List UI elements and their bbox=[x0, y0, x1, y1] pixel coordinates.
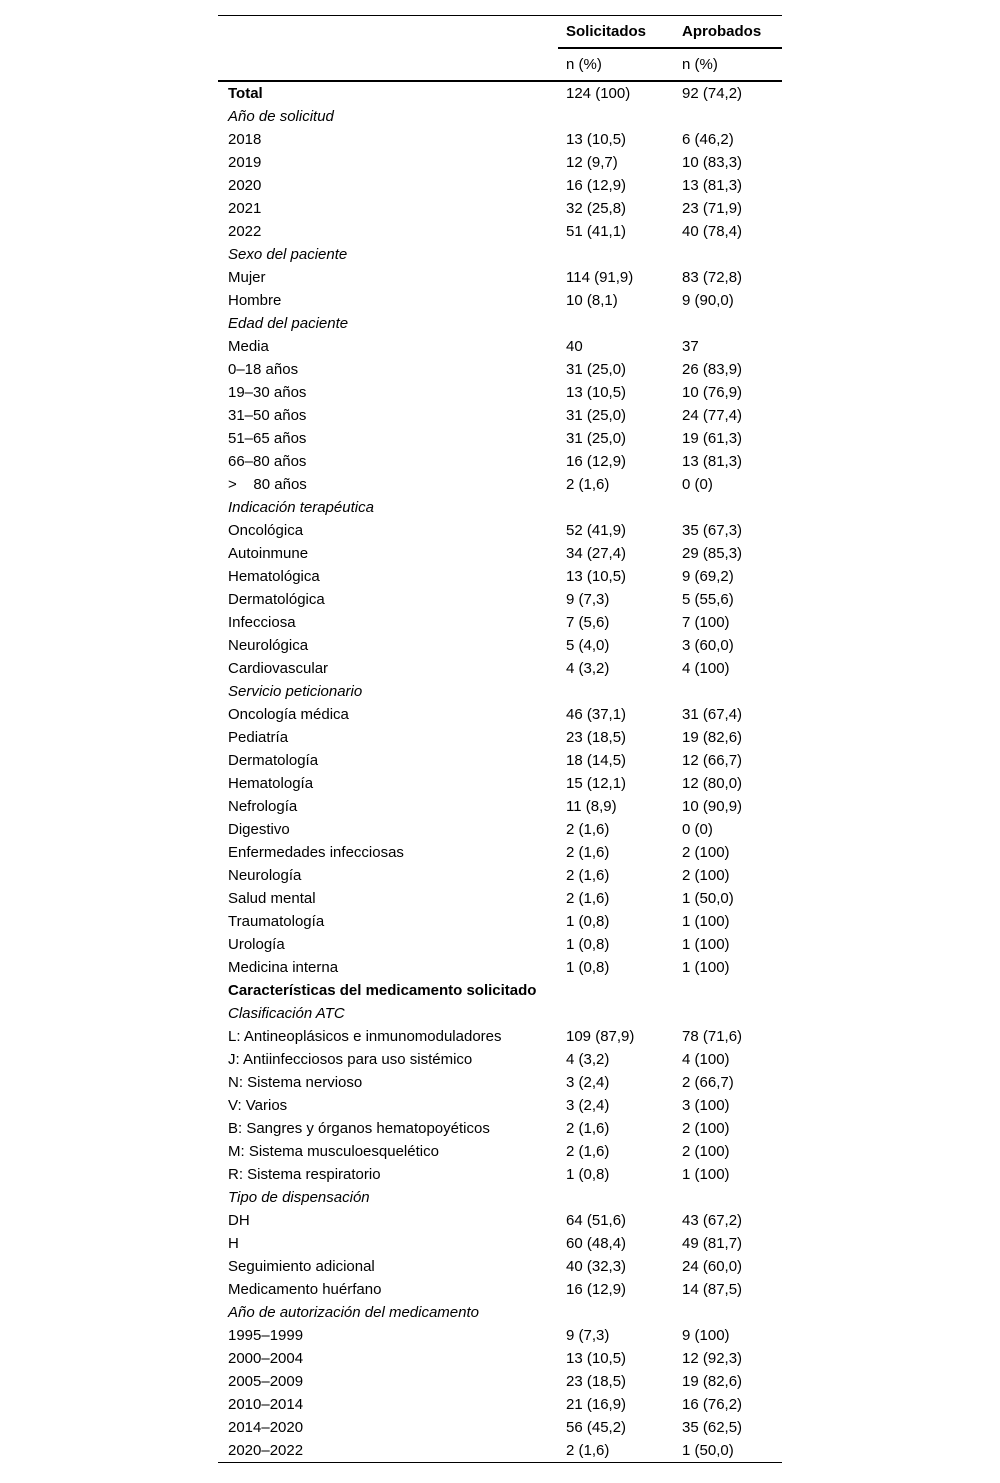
table-row bbox=[218, 1140, 782, 1163]
table-row bbox=[218, 634, 782, 657]
row-label: Enfermedades infecciosas bbox=[228, 844, 404, 861]
aprobados-cell: 12 (66,7) bbox=[682, 752, 743, 769]
aprobados-cell: 0 (0) bbox=[682, 476, 713, 493]
aprobados-cell: 49 (81,7) bbox=[682, 1235, 743, 1252]
solicitados-cell: 109 (87,9) bbox=[566, 1028, 635, 1045]
header-empty bbox=[218, 16, 558, 49]
aprobados-cell bbox=[674, 105, 782, 128]
table-row bbox=[218, 542, 782, 565]
aprobados-cell: 92 (74,2) bbox=[682, 85, 743, 102]
aprobados-cell: 24 (60,0) bbox=[682, 1258, 743, 1275]
solicitados-cell: 40 (32,3) bbox=[566, 1258, 627, 1275]
row-label: Pediatría bbox=[228, 729, 289, 746]
solicitados-cell: 10 (8,1) bbox=[566, 292, 618, 309]
aprobados-cell: 13 (81,3) bbox=[682, 453, 743, 470]
solicitados-cell bbox=[558, 1301, 674, 1324]
table-row bbox=[218, 128, 782, 151]
table-row bbox=[218, 1094, 782, 1117]
section-header-row bbox=[218, 1002, 782, 1025]
aprobados-cell: 1 (50,0) bbox=[682, 1442, 734, 1459]
section-header-row bbox=[218, 312, 782, 335]
aprobados-cell: 10 (83,3) bbox=[682, 154, 743, 171]
solicitados-cell: 16 (12,9) bbox=[566, 453, 627, 470]
table-row bbox=[218, 1255, 782, 1278]
table-row bbox=[218, 887, 782, 910]
table-row bbox=[218, 726, 782, 749]
row-label: Hematológica bbox=[228, 568, 320, 585]
solicitados-cell: 4 (3,2) bbox=[566, 1051, 610, 1068]
table-row bbox=[218, 1439, 782, 1463]
solicitados-cell: 9 (7,3) bbox=[566, 591, 610, 608]
aprobados-cell: 29 (85,3) bbox=[682, 545, 743, 562]
table-row bbox=[218, 427, 782, 450]
row-label: Edad del paciente bbox=[228, 315, 349, 332]
aprobados-cell: 2 (100) bbox=[682, 844, 730, 861]
solicitados-cell: 2 (1,6) bbox=[566, 867, 610, 884]
row-label: Urología bbox=[228, 936, 285, 953]
aprobados-cell bbox=[674, 496, 782, 519]
row-label: Traumatología bbox=[228, 913, 325, 930]
aprobados-cell: 4 (100) bbox=[682, 1051, 730, 1068]
solicitados-cell: 13 (10,5) bbox=[566, 384, 627, 401]
table-row bbox=[218, 81, 782, 105]
aprobados-cell: 1 (100) bbox=[682, 959, 730, 976]
table-row bbox=[218, 1324, 782, 1347]
aprobados-cell: 23 (71,9) bbox=[682, 200, 743, 217]
solicitados-cell: 2 (1,6) bbox=[566, 821, 610, 838]
aprobados-cell: 1 (100) bbox=[682, 913, 730, 930]
table-row bbox=[218, 519, 782, 542]
row-label: 0–18 años bbox=[228, 361, 299, 378]
solicitados-cell: 21 (16,9) bbox=[566, 1396, 627, 1413]
row-label: Salud mental bbox=[228, 890, 316, 907]
aprobados-cell: 19 (61,3) bbox=[682, 430, 743, 447]
row-label: Dermatología bbox=[228, 752, 319, 769]
row-label: L: Antineoplásicos e inmunomoduladores bbox=[228, 1028, 502, 1045]
solicitados-cell: 23 (18,5) bbox=[566, 729, 627, 746]
section-header-row bbox=[218, 1186, 782, 1209]
section-header-row bbox=[218, 1301, 782, 1324]
aprobados-cell: 9 (100) bbox=[682, 1327, 730, 1344]
header-solicitados: Solicitados bbox=[558, 16, 674, 49]
solicitados-cell: 13 (10,5) bbox=[566, 568, 627, 585]
table-row bbox=[218, 473, 782, 496]
row-label: J: Antiinfecciosos para uso sistémico bbox=[228, 1051, 473, 1068]
row-label: Oncológica bbox=[228, 522, 304, 539]
table-row bbox=[218, 151, 782, 174]
aprobados-cell: 2 (100) bbox=[682, 1120, 730, 1137]
row-label: Cardiovascular bbox=[228, 660, 329, 677]
solicitados-cell: 52 (41,9) bbox=[566, 522, 627, 539]
solicitados-cell: 1 (0,8) bbox=[566, 959, 610, 976]
aprobados-cell: 2 (66,7) bbox=[682, 1074, 734, 1091]
table-row bbox=[218, 335, 782, 358]
table-row bbox=[218, 289, 782, 312]
row-label: Mujer bbox=[228, 269, 266, 286]
solicitados-cell: 2 (1,6) bbox=[566, 1143, 610, 1160]
solicitados-cell: 2 (1,6) bbox=[566, 1442, 610, 1459]
row-label: Oncología médica bbox=[228, 706, 349, 723]
header-row bbox=[218, 16, 782, 49]
row-label: H bbox=[228, 1235, 239, 1252]
table-row bbox=[218, 174, 782, 197]
row-label: 2022 bbox=[228, 223, 262, 240]
row-label: 51–65 años bbox=[228, 430, 307, 447]
solicitados-cell: 11 (8,9) bbox=[566, 798, 617, 815]
solicitados-cell: 2 (1,6) bbox=[566, 890, 610, 907]
row-label: Sexo del paciente bbox=[228, 246, 348, 263]
row-label: M: Sistema musculoesquelético bbox=[228, 1143, 439, 1160]
table-row bbox=[218, 956, 782, 979]
solicitados-cell: 9 (7,3) bbox=[566, 1327, 610, 1344]
table-row bbox=[218, 565, 782, 588]
row-label: Autoinmune bbox=[228, 545, 309, 562]
solicitados-cell: 31 (25,0) bbox=[566, 407, 627, 424]
section-header-row bbox=[218, 105, 782, 128]
row-label: Nefrología bbox=[228, 798, 298, 815]
row-label: Servicio peticionario bbox=[228, 683, 363, 700]
subheader-empty bbox=[218, 48, 558, 81]
solicitados-cell bbox=[558, 680, 674, 703]
solicitados-cell: 46 (37,1) bbox=[566, 706, 627, 723]
table-row bbox=[218, 1370, 782, 1393]
table-row bbox=[218, 220, 782, 243]
solicitados-cell: 114 (91,9) bbox=[566, 269, 634, 286]
solicitados-cell: 4 (3,2) bbox=[566, 660, 610, 677]
row-label: Año de autorización del medicamento bbox=[228, 1304, 479, 1321]
results-table bbox=[218, 15, 782, 1463]
aprobados-cell: 10 (76,9) bbox=[682, 384, 743, 401]
solicitados-cell bbox=[558, 1186, 674, 1209]
solicitados-cell: 12 (9,7) bbox=[566, 154, 618, 171]
row-label: 2020–2022 bbox=[228, 1442, 304, 1459]
solicitados-cell: 56 (45,2) bbox=[566, 1419, 627, 1436]
solicitados-cell: 3 (2,4) bbox=[566, 1097, 610, 1114]
table-row bbox=[218, 1117, 782, 1140]
solicitados-cell: 3 (2,4) bbox=[566, 1074, 610, 1091]
aprobados-cell: 12 (92,3) bbox=[682, 1350, 743, 1367]
subheader-aprobados: n (%) bbox=[674, 48, 782, 81]
aprobados-cell: 4 (100) bbox=[682, 660, 730, 677]
solicitados-cell: 18 (14,5) bbox=[566, 752, 627, 769]
aprobados-cell: 83 (72,8) bbox=[682, 269, 743, 286]
table-row bbox=[218, 266, 782, 289]
table-row bbox=[218, 1025, 782, 1048]
row-label: 2014–2020 bbox=[228, 1419, 304, 1436]
row-label: 66–80 años bbox=[228, 453, 307, 470]
table-row bbox=[218, 1347, 782, 1370]
aprobados-cell bbox=[674, 979, 782, 1002]
subheader-row bbox=[218, 48, 782, 81]
aprobados-cell: 12 (80,0) bbox=[682, 775, 743, 792]
aprobados-cell: 35 (67,3) bbox=[682, 522, 743, 539]
aprobados-cell: 6 (46,2) bbox=[682, 131, 734, 148]
table-row bbox=[218, 588, 782, 611]
table-row bbox=[218, 1209, 782, 1232]
aprobados-cell bbox=[674, 1186, 782, 1209]
row-label: Tipo de dispensación bbox=[228, 1189, 370, 1206]
row-label: V: Varios bbox=[228, 1097, 288, 1114]
aprobados-cell: 78 (71,6) bbox=[682, 1028, 743, 1045]
solicitados-cell: 1 (0,8) bbox=[566, 936, 610, 953]
solicitados-cell bbox=[558, 1002, 674, 1025]
aprobados-cell: 35 (62,5) bbox=[682, 1419, 743, 1436]
solicitados-cell: 2 (1,6) bbox=[566, 1120, 610, 1137]
row-label: 1995–1999 bbox=[228, 1327, 304, 1344]
aprobados-cell: 9 (69,2) bbox=[682, 568, 734, 585]
solicitados-cell: 64 (51,6) bbox=[566, 1212, 627, 1229]
table-row bbox=[218, 818, 782, 841]
row-label: 19–30 años bbox=[228, 384, 307, 401]
table-row bbox=[218, 1048, 782, 1071]
solicitados-cell: 51 (41,1) bbox=[566, 223, 627, 240]
aprobados-cell: 1 (100) bbox=[682, 1166, 730, 1183]
row-label: Seguimiento adicional bbox=[228, 1258, 375, 1275]
solicitados-cell: 34 (27,4) bbox=[566, 545, 627, 562]
row-label: 31–50 años bbox=[228, 407, 307, 424]
solicitados-cell: 23 (18,5) bbox=[566, 1373, 627, 1390]
aprobados-cell: 24 (77,4) bbox=[682, 407, 743, 424]
solicitados-cell: 13 (10,5) bbox=[566, 1350, 627, 1367]
row-label: Neurología bbox=[228, 867, 302, 884]
solicitados-cell: 2 (1,6) bbox=[566, 476, 610, 493]
aprobados-cell bbox=[674, 312, 782, 335]
row-label: Características del medicamento solicitado bbox=[228, 982, 537, 999]
aprobados-cell: 43 (67,2) bbox=[682, 1212, 743, 1229]
section-header-row bbox=[218, 243, 782, 266]
section-header-row bbox=[218, 496, 782, 519]
aprobados-cell: 1 (100) bbox=[682, 936, 730, 953]
solicitados-cell: 1 (0,8) bbox=[566, 913, 610, 930]
solicitados-cell: 32 (25,8) bbox=[566, 200, 627, 217]
solicitados-cell: 16 (12,9) bbox=[566, 177, 627, 194]
aprobados-cell: 1 (50,0) bbox=[682, 890, 734, 907]
aprobados-cell: 0 (0) bbox=[682, 821, 713, 838]
section-header-row bbox=[218, 680, 782, 703]
aprobados-cell: 3 (60,0) bbox=[682, 637, 734, 654]
solicitados-cell: 2 (1,6) bbox=[566, 844, 610, 861]
solicitados-cell: 1 (0,8) bbox=[566, 1166, 610, 1183]
section-header-row bbox=[218, 979, 782, 1002]
table-row bbox=[218, 657, 782, 680]
solicitados-cell: 15 (12,1) bbox=[566, 775, 627, 792]
solicitados-cell: 31 (25,0) bbox=[566, 361, 627, 378]
row-label: 2020 bbox=[228, 177, 262, 194]
aprobados-cell: 31 (67,4) bbox=[682, 706, 743, 723]
row-label: R: Sistema respiratorio bbox=[228, 1166, 381, 1183]
table-row bbox=[218, 749, 782, 772]
solicitados-cell: 5 (4,0) bbox=[566, 637, 610, 654]
table-row bbox=[218, 381, 782, 404]
row-label: Digestivo bbox=[228, 821, 290, 838]
solicitados-cell: 7 (5,6) bbox=[566, 614, 610, 631]
row-label: Media bbox=[228, 338, 269, 355]
table-row bbox=[218, 404, 782, 427]
solicitados-cell: 13 (10,5) bbox=[566, 131, 627, 148]
aprobados-cell: 10 (90,9) bbox=[682, 798, 743, 815]
table-row bbox=[218, 1416, 782, 1439]
row-label: Medicina interna bbox=[228, 959, 339, 976]
row-label: Clasificación ATC bbox=[228, 1005, 345, 1022]
aprobados-cell: 13 (81,3) bbox=[682, 177, 743, 194]
solicitados-cell bbox=[558, 496, 674, 519]
aprobados-cell bbox=[674, 1002, 782, 1025]
table-row bbox=[218, 1163, 782, 1186]
aprobados-cell: 26 (83,9) bbox=[682, 361, 743, 378]
row-label: 2005–2009 bbox=[228, 1373, 304, 1390]
aprobados-cell: 2 (100) bbox=[682, 867, 730, 884]
aprobados-cell bbox=[674, 1301, 782, 1324]
table-row bbox=[218, 795, 782, 818]
solicitados-cell: 16 (12,9) bbox=[566, 1281, 627, 1298]
aprobados-cell bbox=[674, 243, 782, 266]
aprobados-cell: 19 (82,6) bbox=[682, 1373, 743, 1390]
table-row bbox=[218, 1071, 782, 1094]
solicitados-cell bbox=[558, 243, 674, 266]
table-row bbox=[218, 358, 782, 381]
aprobados-cell: 19 (82,6) bbox=[682, 729, 743, 746]
row-label: Hombre bbox=[228, 292, 282, 309]
row-label: 2021 bbox=[228, 200, 262, 217]
table-row bbox=[218, 1278, 782, 1301]
aprobados-cell: 2 (100) bbox=[682, 1143, 730, 1160]
aprobados-cell bbox=[674, 680, 782, 703]
table-row bbox=[218, 864, 782, 887]
solicitados-cell bbox=[558, 979, 674, 1002]
aprobados-cell: 5 (55,6) bbox=[682, 591, 734, 608]
aprobados-cell: 40 (78,4) bbox=[682, 223, 743, 240]
table-row bbox=[218, 703, 782, 726]
subheader-solicitados: n (%) bbox=[558, 48, 674, 81]
table-row bbox=[218, 772, 782, 795]
table-row bbox=[218, 1232, 782, 1255]
row-label: Medicamento huérfano bbox=[228, 1281, 382, 1298]
row-label: Total bbox=[228, 85, 263, 102]
table-row bbox=[218, 197, 782, 220]
row-label: Hematología bbox=[228, 775, 314, 792]
aprobados-cell: 3 (100) bbox=[682, 1097, 730, 1114]
solicitados-cell: 31 (25,0) bbox=[566, 430, 627, 447]
row-label: > 80 años bbox=[228, 476, 307, 493]
aprobados-cell: 14 (87,5) bbox=[682, 1281, 743, 1298]
aprobados-cell: 37 bbox=[682, 338, 699, 355]
solicitados-cell bbox=[558, 105, 674, 128]
table-body bbox=[218, 81, 782, 1463]
row-label: 2000–2004 bbox=[228, 1350, 304, 1367]
row-label: N: Sistema nervioso bbox=[228, 1074, 363, 1091]
row-label: Año de solicitud bbox=[228, 108, 334, 125]
row-label: 2018 bbox=[228, 131, 262, 148]
row-label: DH bbox=[228, 1212, 250, 1229]
row-label: Neurológica bbox=[228, 637, 309, 654]
row-label: 2010–2014 bbox=[228, 1396, 304, 1413]
solicitados-cell bbox=[558, 312, 674, 335]
row-label: Infecciosa bbox=[228, 614, 296, 631]
aprobados-cell: 7 (100) bbox=[682, 614, 730, 631]
table-row bbox=[218, 910, 782, 933]
row-label: Indicación terapéutica bbox=[228, 499, 374, 516]
aprobados-cell: 16 (76,2) bbox=[682, 1396, 743, 1413]
aprobados-cell: 9 (90,0) bbox=[682, 292, 734, 309]
row-label: 2019 bbox=[228, 154, 262, 171]
solicitados-cell: 40 bbox=[566, 338, 583, 355]
solicitados-cell: 60 (48,4) bbox=[566, 1235, 627, 1252]
row-label: B: Sangres y órganos hematopoyéticos bbox=[228, 1120, 490, 1137]
table-row bbox=[218, 611, 782, 634]
table-row bbox=[218, 841, 782, 864]
table-row bbox=[218, 933, 782, 956]
table-row bbox=[218, 450, 782, 473]
row-label: Dermatológica bbox=[228, 591, 325, 608]
header-aprobados: Aprobados bbox=[674, 16, 782, 49]
solicitados-cell: 124 (100) bbox=[566, 85, 631, 102]
table-row bbox=[218, 1393, 782, 1416]
